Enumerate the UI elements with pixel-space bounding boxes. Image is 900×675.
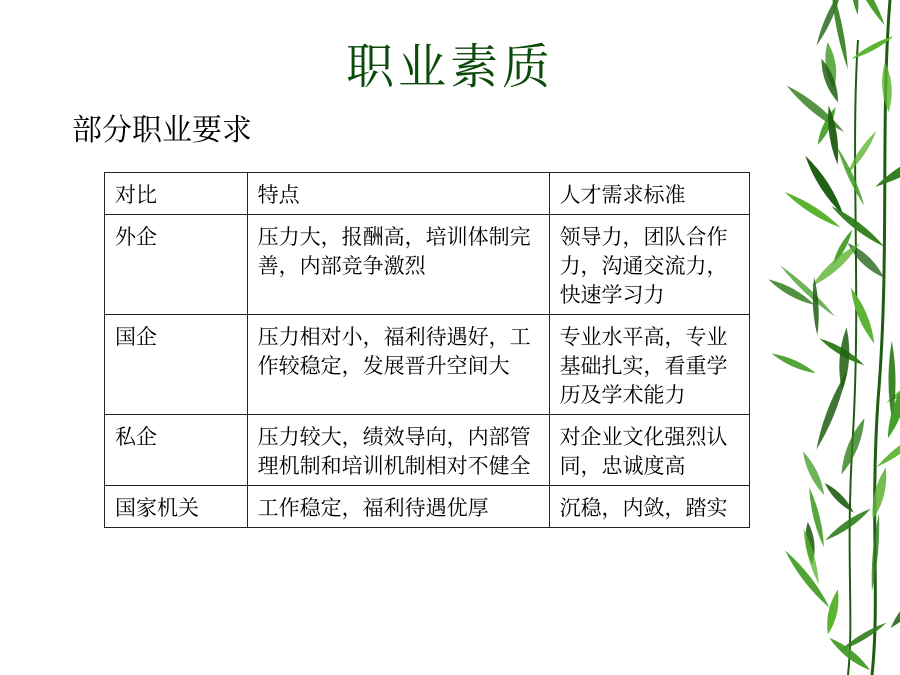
table-header-row [105,173,750,215]
bamboo-leaf [782,548,833,610]
comparison-table [104,172,750,528]
row-type-cell: 外企 [105,215,248,315]
row-requirements-cell: 对企业文化强烈认同，忠诚度高 [549,415,749,486]
row-type-cell: 国家机关 [105,486,248,528]
bamboo-leaf [823,506,873,543]
table-row [105,315,750,415]
bamboo-leaf [770,351,817,377]
row-features-cell: 压力相对小，福利待遇好，工作较稳定，发展晋升空间大 [247,315,549,415]
row-requirements-cell: 领导力，团队合作力，沟通交流力，快速学习力 [549,215,749,315]
row-features-cell: 工作稳定，福利待遇优厚 [247,486,549,528]
bamboo-leaf [868,466,890,520]
slide-subtitle: 部分职业要求 [72,113,252,148]
row-requirements-cell: 专业水平高，专业基础扎实，看重学历及学术能力 [549,315,749,415]
row-requirements-cell: 沉稳，内敛，踏实 [549,486,749,528]
header-cell-requirements: 人才需求标准 [549,173,749,215]
bamboo-leaf [848,0,860,15]
row-features-cell: 压力大，报酬高，培训体制完善，内部竞争激烈 [247,215,549,315]
row-type-cell: 国企 [105,315,248,415]
bamboo-leaf [824,589,842,636]
slide-title: 职业素质 [345,39,554,95]
header-cell-features: 特点 [247,173,549,215]
bamboo-leaf [874,427,900,470]
bamboo-leaf [844,240,887,281]
header-cell-compare: 对比 [105,173,248,215]
bamboo-leaf [847,286,878,345]
row-features-cell: 压力较大，绩效导向，内部管理机制和培训机制相对不健全 [247,415,549,486]
table-row [105,486,750,528]
bamboo-leaf [809,240,863,290]
row-type-cell: 私企 [105,415,248,486]
bamboo-leaf [887,582,900,631]
bamboo-leaf [799,450,827,497]
table-row [105,215,750,315]
table-row [105,415,750,486]
bamboo-decoration [740,0,900,675]
